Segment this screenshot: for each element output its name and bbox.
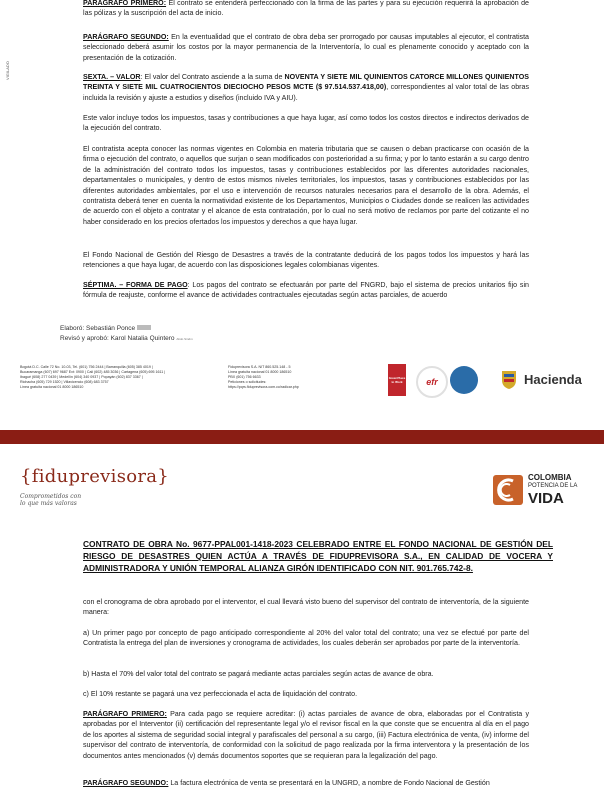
side-vigilado-label: VIGILADO (5, 61, 10, 80)
certification-seal-icon (450, 366, 478, 394)
paragraph-segundo-2: PARÁGRAFO SEGUNDO: La factura electrónica de venta se presentará en la UNGRD, a nombre de Fondo Nacional de Gestión (83, 779, 490, 787)
payment-item-a: a) Un primer pago por concepto de pago anticipado correspondiente al 20% del valor total del contrato; una vez se efectué por parte del Contratista la entrega del plan de inversiones y cronograma de actividades, los cuales deberán ser aprobados por parte de la interventoría. (83, 629, 529, 648)
document-page-2 (0, 444, 604, 793)
page-separator (0, 430, 604, 444)
page-footer (0, 360, 604, 410)
fiduprevisora-logo (20, 466, 169, 507)
paragraph-primero: PARÁGRAFO PRIMERO: El contrato se entenderá perfeccionado con la firma de las partes y para su ejecución requerirá la aprobación de las pólizas y la suscripción del acta de inicio. (83, 0, 529, 18)
signature-scribble (137, 325, 151, 330)
taxes-paragraph-1: Este valor incluye todos los impuestos, tasas y contribuciones a que haya lugar, así como todos los costos directos e indirectos derivados de la ejecución del contrato. (83, 114, 529, 133)
brand-name: {fiduprevisora} (20, 466, 170, 487)
taxes-paragraph-2: El contratista acepta conocer las normas vigentes en Colombia en materia tributaria que se causen o deban practicarse con ocasión de la firma o ejecución del contrato, o aquellos que surjan o sean modificados con posterioridad a su firma; y por lo tanto estarán a su cargo dentro de la administración del contrato todos los impuestos, tasas y contribuciones establecidos por las diferentes autoridades nacionales, departamentales o municipales, y dentro de estos mismos niveles territoriales, los impuestos, tasas y contribuciones establecidos por las diferentes autoridades ambientales, por el uso e intervención de recursos naturales necesarios para el desarrollo de la obra. Además, el contratista deberá tener en cuenta la normatividad existente de los Departamentos, Municipios o Ciudades donde se realicen las actividades de acuerdo con el objeto a contratar y el alcance de esta contratación, por lo cual no será motivo de reclamos por parte del cotizante el no haber considerado en los precios ofertados los impuestos y derechos a que haya lugar. (83, 145, 529, 226)
great-place-to-work-logo: Great Place to Work (388, 364, 406, 396)
signature-elaboro: Elaboró: Sebastián Ponce (60, 325, 151, 332)
efr-logo: efr (416, 366, 448, 398)
signature-reviso: Revisó y aprobó: Karol Natalia Quintero Abdo Sindm (60, 335, 193, 342)
hacienda-logo: Hacienda (524, 372, 582, 387)
clause-sexta-valor: SEXTA. – VALOR: El valor del Contrato asciende a la suma de NOVENTA Y SIETE MIL QUINIENTOS CATORCE MILLONES QUINIENTOS TREINTA Y SIETE MIL CUATROCIENTOS DIECIOCHO PESOS MCTE ($ 97.514.537.418,00), correspondientes al valor total de las obras incluida la revisión y ajuste a estudios y diseños (incluido IVA y AIU). (83, 73, 529, 102)
footer-offices: Bogotá D.C. Calle 72 No. 10-03, Tel. (601) 756 2444 | Barranquilla (605) 385 4019 | Bucaramanga (607) 697 9687 Ext: 0900 | Cali (602) 485 3036 | Cartagena (605) 695 1611 | Ibagué (608) 277 0439 | Medellín (604) 340 0937 | Popayán (602) 837 3367 | Riohacha (605) 729 1520 | Villavicencio (608) 683 3757 Línea gratuita nacional 01 8000 186510 (20, 365, 166, 389)
paragraph-primero-2: PARÁGRAFO PRIMERO: Para cada pago se requiere acreditar: (i) actas parciales de avance de obra, elaboradas por el Contratista y aprobadas por el Interventor (ii) certificación del representante legal y/o el revisor fiscal en la que conste que se encuentra al día en el pago de los aportes al sistema de seguridad social integral y parafiscales del personal a su cargo, (iii) Factura electrónica de venta, (iv) informe del supervisor del contrato de interventoría, de conformidad con la solicitud de pago realizada por la firma interventora y la presentación de los documentos antes mencionados (v) demás documentos soportes que se requieran para la legalización del pago. (83, 710, 529, 760)
clause-septima-forma-pago: SÉPTIMA. – FORMA DE PAGO: Los pagos del contrato se efectuarán por parte del FNGRD, bajo el sistema de precios unitarios fijo sin fórmula de reajuste, conforme el avance de actividades contractuales ejecutadas según actas parciales, de acuerdo (83, 281, 529, 300)
colombia-potencia-logo: COLOMBIA POTENCIA DE LA VIDA (493, 473, 577, 507)
footer-contact: Fiduprevisora S.A. NIT 860.525.148 - 5 Línea gratuita nacional 01 8000 186510 PBX (601) 756 6633 Peticiones o solicitudes: https://pqrs.fiduprevisora.com.co/radicar.php (228, 365, 299, 389)
brand-tagline: Comprometidos con lo que más valoras (20, 493, 82, 507)
colombia-logo-icon (493, 475, 523, 505)
contract-title: CONTRATO DE OBRA No. 9677-PPAL001-1418-2023 CELEBRADO ENTRE EL FONDO NACIONAL DE GESTIÓN DEL RIESGO DE DESASTRES QUIEN ACTÚA A TRAVÉS DE FIDUPREVISORA S.A., EN CALIDAD DE VOCERA Y ADMINISTRADORA Y UNIÓN TEMPORAL ALIANZA GIRÓN IDENTIFICADO CON NIT. 901.765.742-8. (83, 539, 553, 573)
taxes-paragraph-3: El Fondo Nacional de Gestión del Riesgo de Desastres a través de la contratante deducirá de los pagos todos los impuestos y hará las retenciones a que haya lugar, de acuerdo con las disposiciones legales colombianas vigentes. (83, 251, 529, 270)
coat-of-arms-icon (498, 368, 520, 390)
payment-intro: con el cronograma de obra aprobado por el interventor, el cual llevará visto bueno del supervisor del contrato de interventoría, de la siguiente manera: (83, 598, 529, 617)
paragraph-segundo: PARÁGRAFO SEGUNDO: En la eventualidad que el contrato de obra deba ser prorrogado por causas imputables al ejecutor, el contratista seleccionado deberá asumir los costos por la mayor permanencia de la Interventoría, lo cual es plenamente conocido y aceptado con la presentación de la cotización. (83, 33, 529, 62)
payment-item-c: c) El 10% restante se pagará una vez perfeccionada el acta de liquidación del contrato. (83, 690, 358, 698)
payment-item-b: b) Hasta el 70% del valor total del contrato se pagará mediante actas parciales según actas de avance de obra. (83, 670, 434, 678)
